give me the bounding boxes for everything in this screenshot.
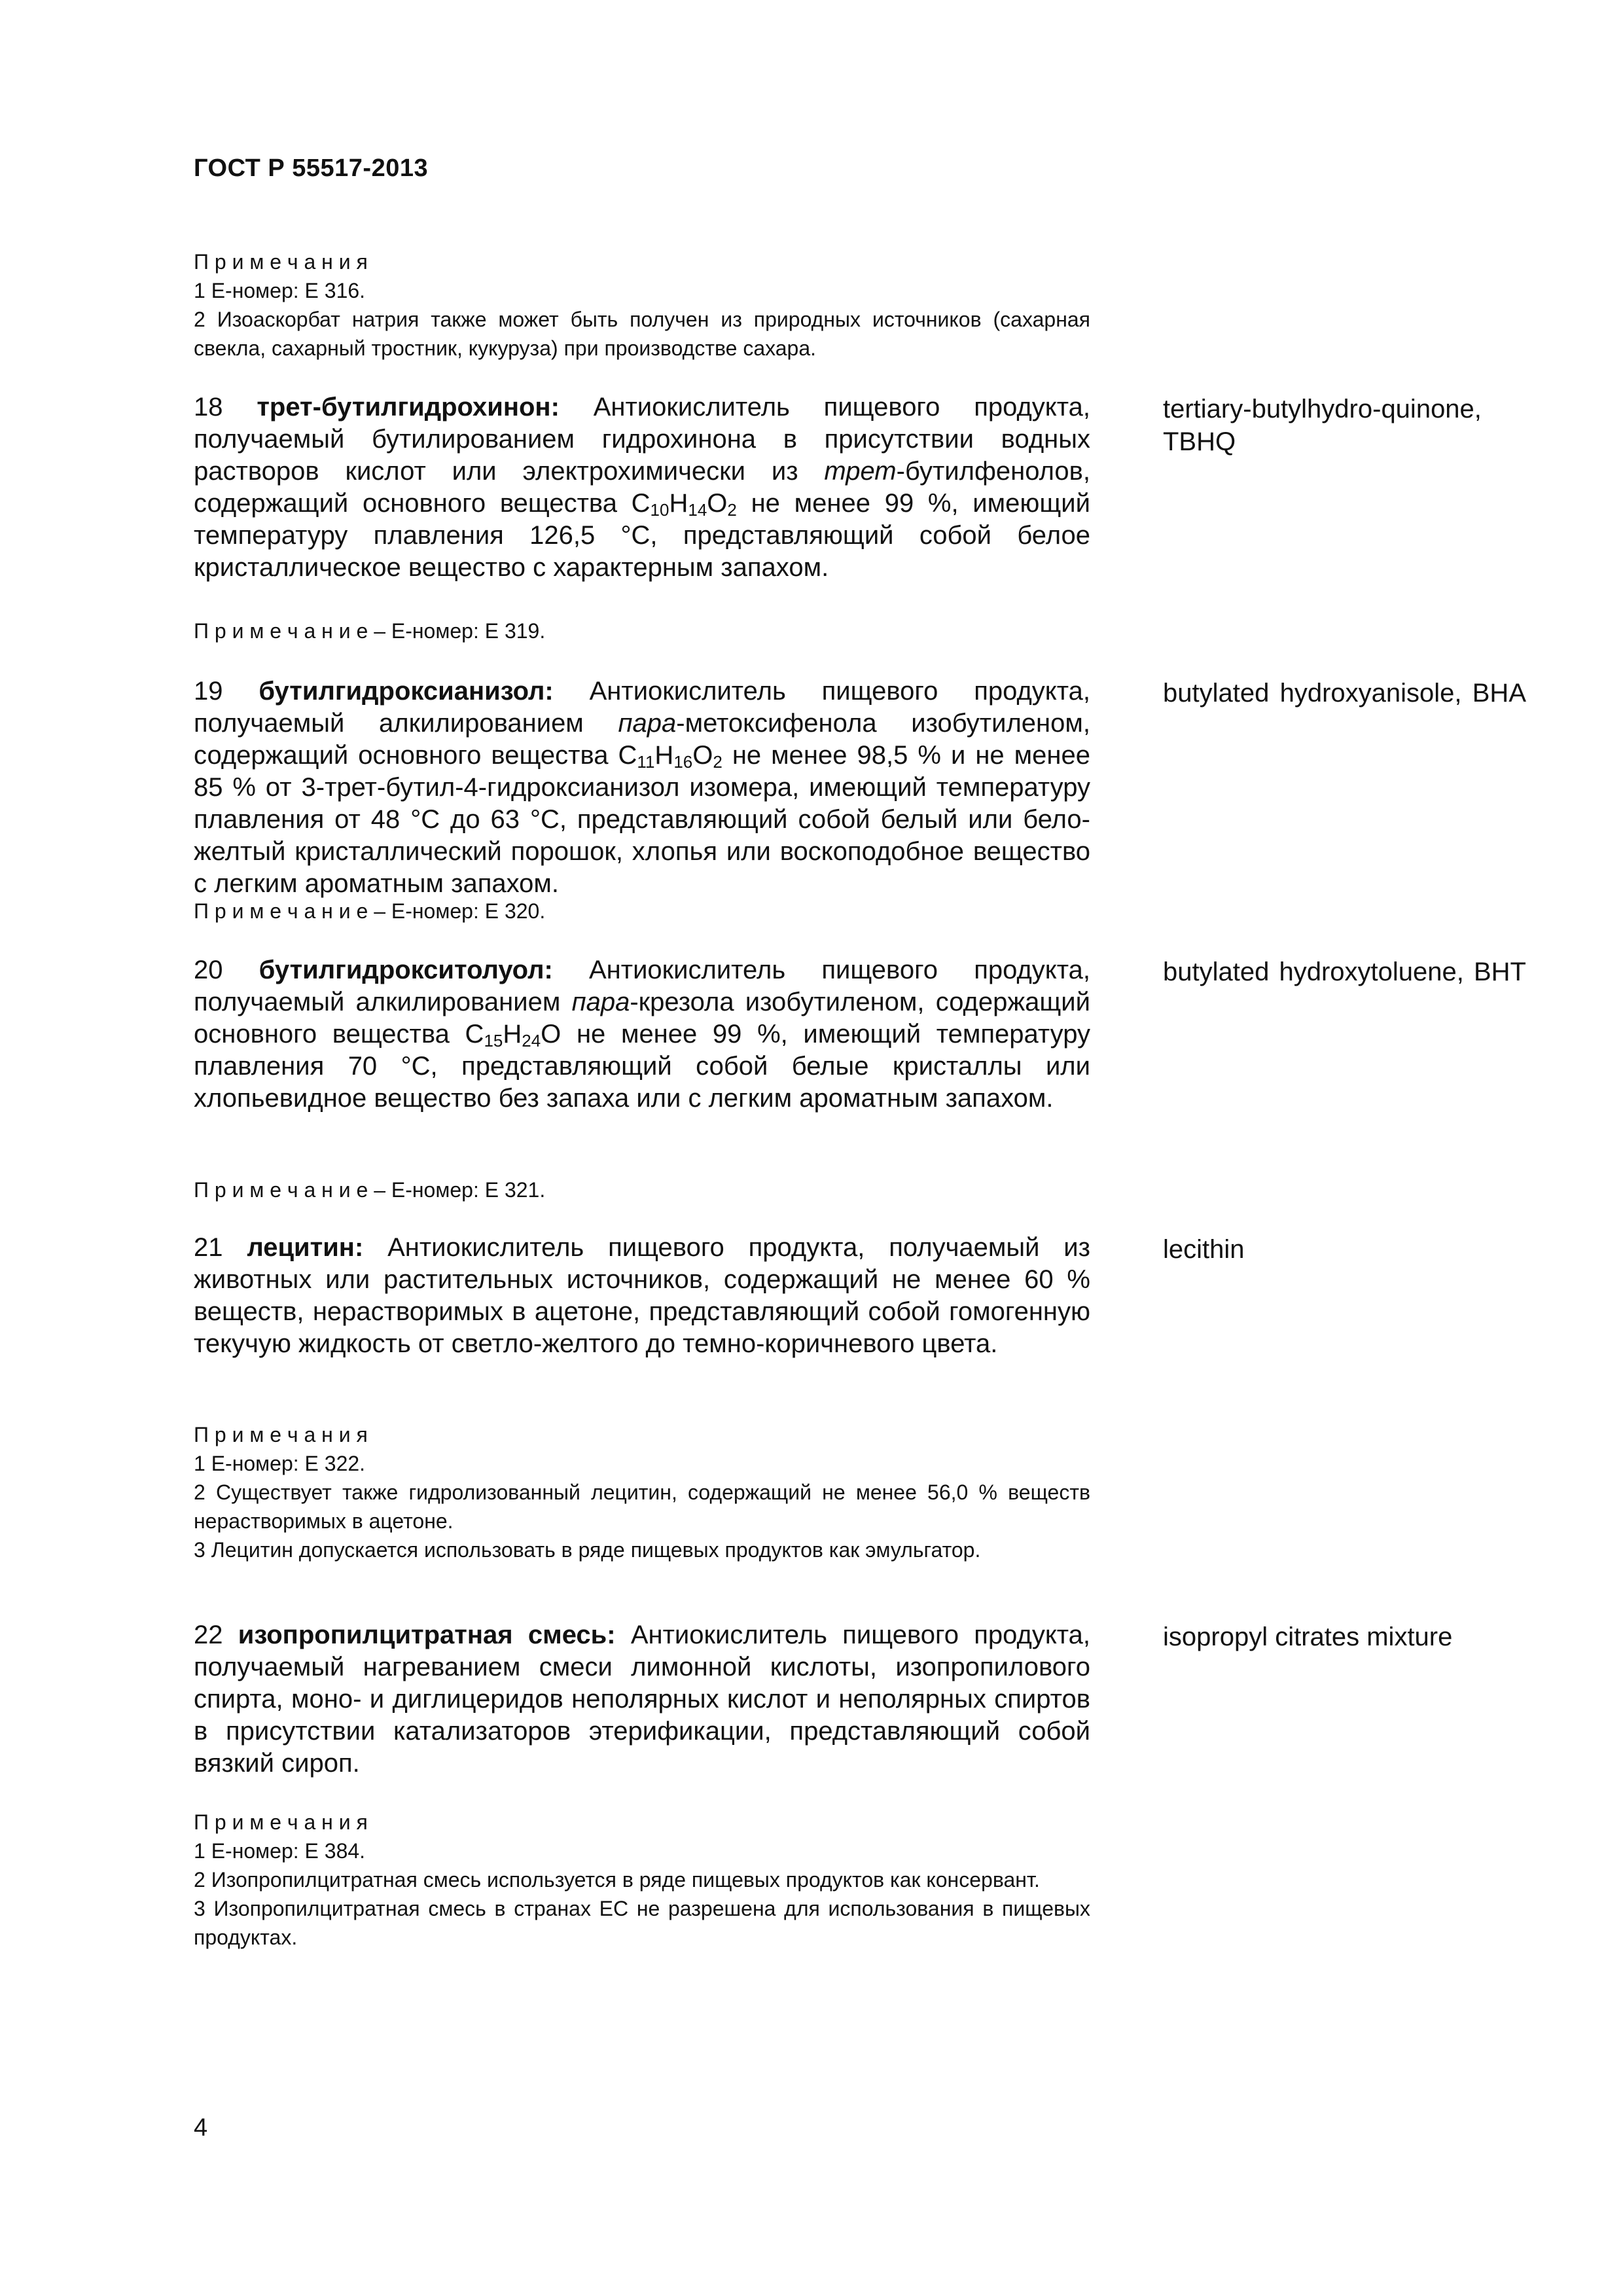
term-entry-20: [194, 954, 1090, 1115]
term-name: лецитин:: [247, 1233, 364, 1262]
page-number: 4: [194, 2114, 208, 2142]
term-name: бутилгидроксианизол:: [259, 677, 554, 706]
notes-heading: П р и м е ч а н и я: [194, 1423, 368, 1446]
term-note-19: П р и м е ч а н и е – Е-номер: Е 320.: [194, 899, 546, 923]
term-name: трет-бутилгидрохинон:: [257, 393, 560, 422]
term-note-20: П р и м е ч а н и е – Е-номер: Е 321.: [194, 1178, 546, 1202]
term-name: изопропилцитратная смесь:: [238, 1621, 616, 1649]
notes-heading: П р и м е ч а н и я: [194, 250, 368, 274]
term-number: 18: [194, 393, 223, 422]
term-number: 20: [194, 956, 223, 984]
term-entry-19: [194, 675, 1090, 900]
term-entry-22: [194, 1619, 1090, 1780]
term-definition: Антиокислитель пищевого продукта, получаемый алкилированием пара-метоксифенола изобутиленом, содержащий основного вещества $C_{11}H_{16}O_2$ не менее 98,5 % и не менее 85 % от 3-трет-бутил-4-гидроксианизол изомера, имеющий температуру плавления от 48 °С до 63 °С, представляющий собой белый или бело-желтый кристаллический порошок, хлопья или воскоподобное вещество с легким ароматным запахом.: [194, 677, 1090, 898]
english-term-18: tertiary-butylhydro-quinone, TBHQ: [1163, 395, 1482, 456]
intro-notes: [194, 247, 1090, 363]
note-line: 3 Лецитин допускается использовать в ряде пищевых продуктов как эмульгатор.: [194, 1538, 981, 1562]
note-line: 1 Е-номер: Е 384.: [194, 1839, 366, 1863]
term-number: 19: [194, 677, 223, 706]
term-definition: Антиокислитель пищевого продукта, получаемый алкилированием пара-крезола изобутиленом, содержащий основного вещества $C_{15}H_{24}O$ не менее 99 %, имеющий температуру плавления 70 °С, представляющий собой белые кристаллы или хлопьевидное вещество без запаха или с легким ароматным запахом.: [194, 956, 1090, 1113]
english-term-19: butylated hydroxyanisole, BHA: [1163, 679, 1526, 708]
term-entry-18: [194, 391, 1090, 584]
term-number: 22: [194, 1621, 223, 1649]
term-note-18: П р и м е ч а н и е – Е-номер: Е 319.: [194, 619, 546, 643]
term-notes-21: [194, 1420, 1090, 1564]
term-number: 21: [194, 1233, 223, 1262]
note-line: 2 Изопропилцитратная смесь используется в ряде пищевых продуктов как консервант.: [194, 1868, 1040, 1892]
note-line: 2 Изоаскорбат натрия также может быть получен из природных источников (сахарная свекла, сахарный тростник, кукуруза) при производстве сахара.: [194, 308, 1090, 360]
note-line: 3 Изопропилцитратная смесь в странах ЕС не разрешена для использования в пищевых продуктах.: [194, 1897, 1090, 1949]
term-definition: Антиокислитель пищевого продукта, получаемый бутилированием гидрохинона в присутствии водных растворов кислот или электрохимически из трет-бутилфенолов, содержащий основного вещества $C_{10}H_{14}O_2$ не менее 99 %, имеющий температуру плавления 126,5 °С, представляющий собой белое кристаллическое вещество с характерным запахом.: [194, 393, 1090, 582]
notes-heading: П р и м е ч а н и я: [194, 1810, 368, 1834]
term-notes-22: [194, 1808, 1090, 1952]
term-definition: Антиокислитель пищевого продукта, получаемый нагреванием смеси лимонной кислоты, изопропилового спирта, моно- и диглицеридов неполярных кислот и неполярных спиртов в присутствии катализаторов этерификации, представляющий собой вязкий сироп.: [194, 1621, 1090, 1778]
term-definition: Антиокислитель пищевого продукта, получаемый из животных или растительных источников, содержащий не менее 60 % веществ, нерастворимых в ацетоне, представляющий собой гомогенную текучую жидкость от светло-желтого до темно-коричневого цвета.: [194, 1233, 1090, 1358]
term-name: бутилгидрокситолуол:: [259, 956, 553, 984]
english-term-20: butylated hydroxytoluene, BHT: [1163, 958, 1526, 986]
note-line: 2 Существует также гидролизованный лецитин, содержащий не менее 56,0 % веществ нерастворимых в ацетоне.: [194, 1480, 1090, 1533]
document-title: ГОСТ Р 55517-2013: [194, 154, 429, 182]
note-line: 1 Е-номер: Е 322.: [194, 1452, 366, 1475]
english-term-21: lecithin: [1163, 1235, 1245, 1264]
note-line: 1 Е-номер: Е 316.: [194, 279, 366, 302]
english-term-22: isopropyl citrates mixture: [1163, 1623, 1453, 1651]
term-entry-21: [194, 1232, 1090, 1360]
